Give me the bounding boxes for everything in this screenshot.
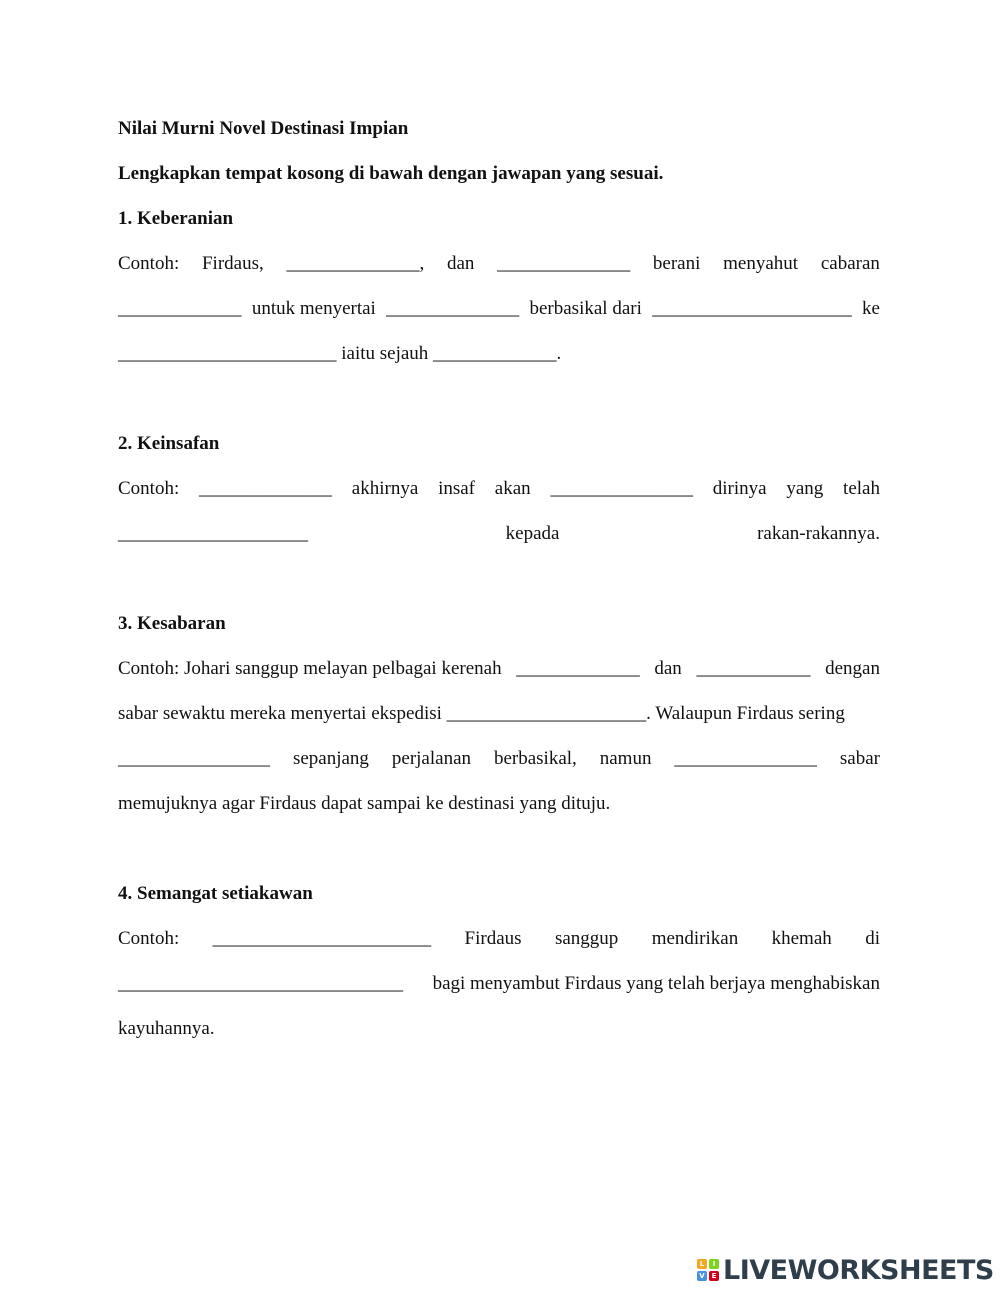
blank-field[interactable]: ______________: [386, 298, 520, 319]
blank-field[interactable]: ______________: [199, 478, 333, 499]
blank-field[interactable]: _____________: [118, 298, 242, 319]
text-fragment: dirinya: [712, 478, 767, 499]
text-fragment: untuk menyertai: [251, 298, 376, 319]
blank-field[interactable]: ______________,: [286, 253, 425, 274]
logo-letter-e: E: [709, 1271, 719, 1281]
section-heading-2: 2. Keinsafan: [118, 433, 220, 454]
liveworksheets-logo[interactable]: [697, 1254, 993, 1286]
text-fragment: telah: [843, 478, 880, 499]
text-fragment: sepanjang: [292, 748, 369, 769]
text-fragment: dengan: [825, 658, 880, 679]
text-fragment: cabaran: [820, 253, 880, 274]
text-fragment: di: [865, 928, 880, 949]
page-title: Nilai Murni Novel Destinasi Impian: [118, 118, 409, 139]
text-fragment: Contoh:: [118, 928, 180, 949]
section-4-line-2: [118, 972, 880, 996]
text-fragment: namun: [599, 748, 652, 769]
text-fragment: khemah: [771, 928, 832, 949]
text-fragment: akhirnya: [351, 478, 419, 499]
text-fragment: dan: [446, 253, 475, 274]
blank-field[interactable]: _____________: [516, 658, 640, 679]
section-4-line-3: kayuhannya.: [118, 1018, 215, 1039]
text-fragment: Contoh: Johari sanggup melayan pelbagai kerenah: [118, 658, 502, 679]
section-3-line-1: [118, 657, 880, 681]
text-fragment: berani: [652, 253, 701, 274]
text-fragment: akan: [494, 478, 531, 499]
blank-field[interactable]: ______________________________: [118, 973, 403, 994]
section-3-line-4: memujuknya agar Firdaus dapat sampai ke destinasi yang dituju.: [118, 793, 611, 814]
text-fragment: yang: [786, 478, 824, 499]
section-3-line-2[interactable]: sabar sewaktu mereka menyertai ekspedisi _____________________. Walaupun Firdaus sering: [118, 703, 845, 724]
text-fragment: sanggup: [554, 928, 619, 949]
blank-field[interactable]: _______________: [674, 748, 817, 769]
blank-field[interactable]: ________________: [118, 748, 270, 769]
section-heading-4: 4. Semangat setiakawan: [118, 883, 313, 904]
text-fragment: perjalanan: [391, 748, 472, 769]
logo-letter-l: L: [697, 1259, 707, 1269]
text-fragment: mendirikan: [651, 928, 739, 949]
logo-letter-v: V: [697, 1271, 707, 1281]
logo-letter-i: I: [709, 1259, 719, 1269]
section-1-line-1: [118, 252, 880, 276]
text-fragment: Contoh:: [118, 253, 180, 274]
text-fragment: insaf: [438, 478, 475, 499]
blank-field[interactable]: _______________: [550, 478, 693, 499]
logo-text: LIVEWORKSHEETS: [723, 1254, 994, 1286]
instruction-text: Lengkapkan tempat kosong di bawah dengan jawapan yang sesuai.: [118, 163, 664, 184]
text-fragment: berbasikal,: [493, 748, 577, 769]
text-fragment: dan: [654, 658, 682, 679]
section-heading-3: 3. Kesabaran: [118, 613, 226, 634]
text-fragment: berbasikal dari: [529, 298, 642, 319]
blank-field[interactable]: ______________: [497, 253, 631, 274]
text-fragment: ke: [862, 298, 880, 319]
text-fragment: rakan-rakannya.: [757, 523, 880, 544]
text-fragment: Firdaus: [464, 928, 522, 949]
text-fragment: sabar: [839, 748, 880, 769]
section-4-line-1: [118, 927, 880, 951]
section-3-line-3: [118, 747, 880, 771]
section-1-line-2: [118, 297, 880, 321]
text-fragment: Firdaus,: [201, 253, 264, 274]
blank-field[interactable]: _______________________: [212, 928, 432, 949]
section-2-line-2: [118, 522, 880, 546]
blank-field[interactable]: _____________________: [652, 298, 852, 319]
blank-field[interactable]: ____________: [696, 658, 811, 679]
logo-grid-icon: [697, 1259, 719, 1281]
section-2-line-1: [118, 477, 880, 501]
section-1-line-3[interactable]: _______________________ iaitu sejauh _____________.: [118, 343, 562, 364]
section-heading-1: 1. Keberanian: [118, 208, 234, 229]
blank-field[interactable]: ____________________: [118, 523, 308, 544]
text-fragment: Contoh:: [118, 478, 180, 499]
text-fragment: bagi menyambut Firdaus yang telah berjaya menghabiskan: [432, 973, 880, 994]
text-fragment: kepada: [505, 523, 560, 544]
text-fragment: menyahut: [723, 253, 799, 274]
